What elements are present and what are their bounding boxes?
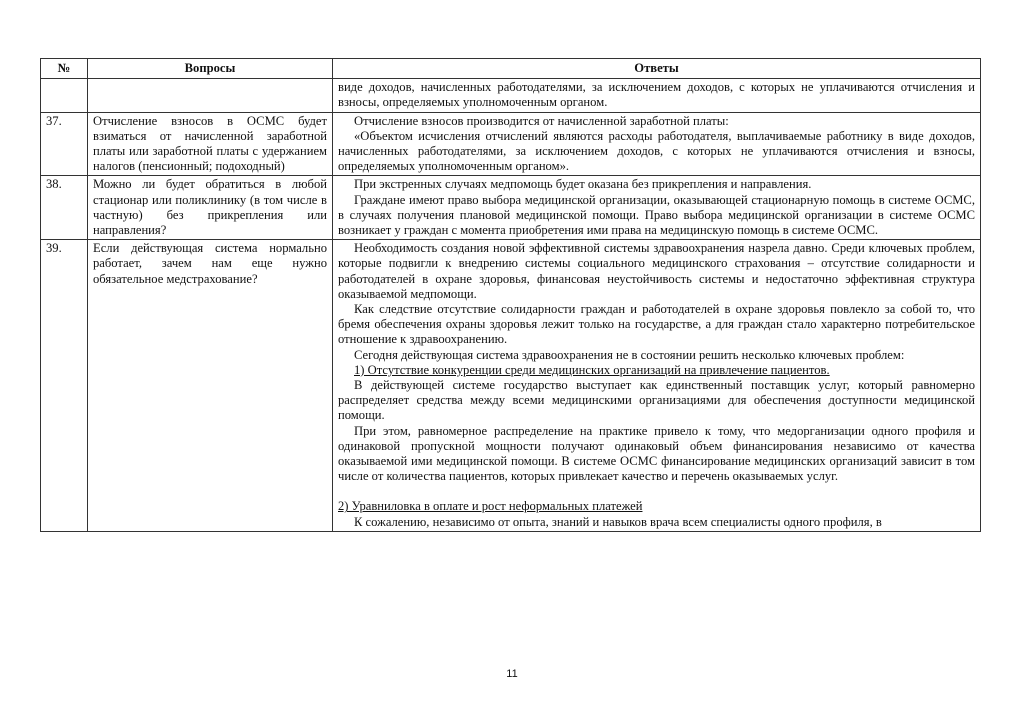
qa-table (40, 58, 981, 532)
answer-paragraph: К сожалению, независимо от опыта, знаний и навыков врача всем специалисты одного профиля, в (354, 514, 882, 529)
row-number: 37. (41, 112, 88, 176)
header-number: № (41, 59, 88, 79)
table-row-continuation (41, 79, 981, 112)
question-cell (88, 79, 333, 112)
answer-paragraph: При этом, равномерное распределение на практике привело к тому, что медорганизации одного профиля и одинаковой пропускной мощности получают одинаковый объем финансирования независимо от качества оказываемой ими медицинской помощи. В системе ОСМС финансирование медицинских организаций зависит в том числе от количества пациентов, которых привлекает качество и перечень оказываемых услуг. (338, 423, 975, 484)
answer-paragraph: При экстренных случаях медпомощь будет оказана без прикрепления и направления. (354, 177, 812, 192)
page-number: 11 (506, 668, 518, 680)
answer-paragraph: В действующей системе государство выступает как единственный поставщик услуг, который равномерно распределяет средства между всеми медицинскими организациями для обеспечения доступности медицинской помощи. (338, 378, 975, 423)
table-row-39 (41, 240, 981, 532)
header-answers: Ответы (333, 59, 981, 79)
header-questions: Вопросы (88, 59, 333, 79)
answer-paragraph: Необходимость создания новой эффективной системы здравоохранения назрела давно. Среди ключевых проблем, которые подвигли к внедрению системы социального медицинского страхования – отсутствие солидарности и работодателей в охране здоровья, финансовая неустойчивость системы и недостаточно эффективная структура оказываемой медпомощи. (338, 241, 975, 301)
answer-cell (333, 240, 981, 532)
answer-paragraph: Как следствие отсутствие солидарности граждан и работодателей в охране здоровья повлекло за собой то, что бремя обеспечения охраны здоровья лежит только на государстве, а для граждан стало характерно потребительское отношение к здравоохранению. (338, 302, 975, 347)
table-row-38 (41, 176, 981, 240)
row-number: 39. (41, 240, 88, 532)
answer-paragraph: Граждане имеют право выбора медицинской организации, оказывающей стационарную помощь в системе ОСМС, в случаях получения плановой медицинской помощи. Право выбора медицинской организации в системе ОСМС возникает у граждан с момента приобретения ими права на медицинскую помощь в системе ОСМС. (338, 192, 975, 238)
answer-cell (333, 112, 981, 176)
answer-paragraph: «Объектом исчисления отчислений являются расходы работодателя, выплачиваемые работнику в виде доходов, начисленных работодателями, за исключением доходов, с которых не уплачиваются отчисления и взносы, определяемых уполномоченным органом». (338, 128, 975, 174)
answer-cell (333, 79, 981, 112)
row-number: 38. (41, 176, 88, 240)
answer-subheading: 1) Отсутствие конкуренции среди медицинских организаций на привлечение пациентов. (354, 362, 830, 377)
table-row-37 (41, 112, 981, 176)
question-text: Можно ли будет обратиться в любой стационар или поликлинику (в том числе в частную) без прикрепления или направления? (88, 176, 333, 240)
table-header-row (41, 59, 981, 79)
question-text: Отчисление взносов в ОСМС будет взиматься от начисленной заработной платы или заработной платы с удержанием налогов (пенсионный; подоходный) (88, 112, 333, 176)
answer-paragraph: виде доходов, начисленных работодателями, за исключением доходов, с которых не уплачиваются отчисления и взносы, определяемых уполномоченным органом. (338, 80, 975, 110)
answer-cell (333, 176, 981, 240)
question-text: Если действующая система нормально работает, зачем нам еще нужно обязательное медстрахование? (88, 240, 333, 532)
row-number-cell (41, 79, 88, 112)
answer-paragraph: Сегодня действующая система здравоохранения не в состоянии решить несколько ключевых проблем: (354, 347, 905, 362)
answer-paragraph: Отчисление взносов производится от начисленной заработной платы: (354, 113, 729, 128)
answer-subheading: 2) Уравниловка в оплате и рост неформальных платежей (338, 499, 643, 514)
